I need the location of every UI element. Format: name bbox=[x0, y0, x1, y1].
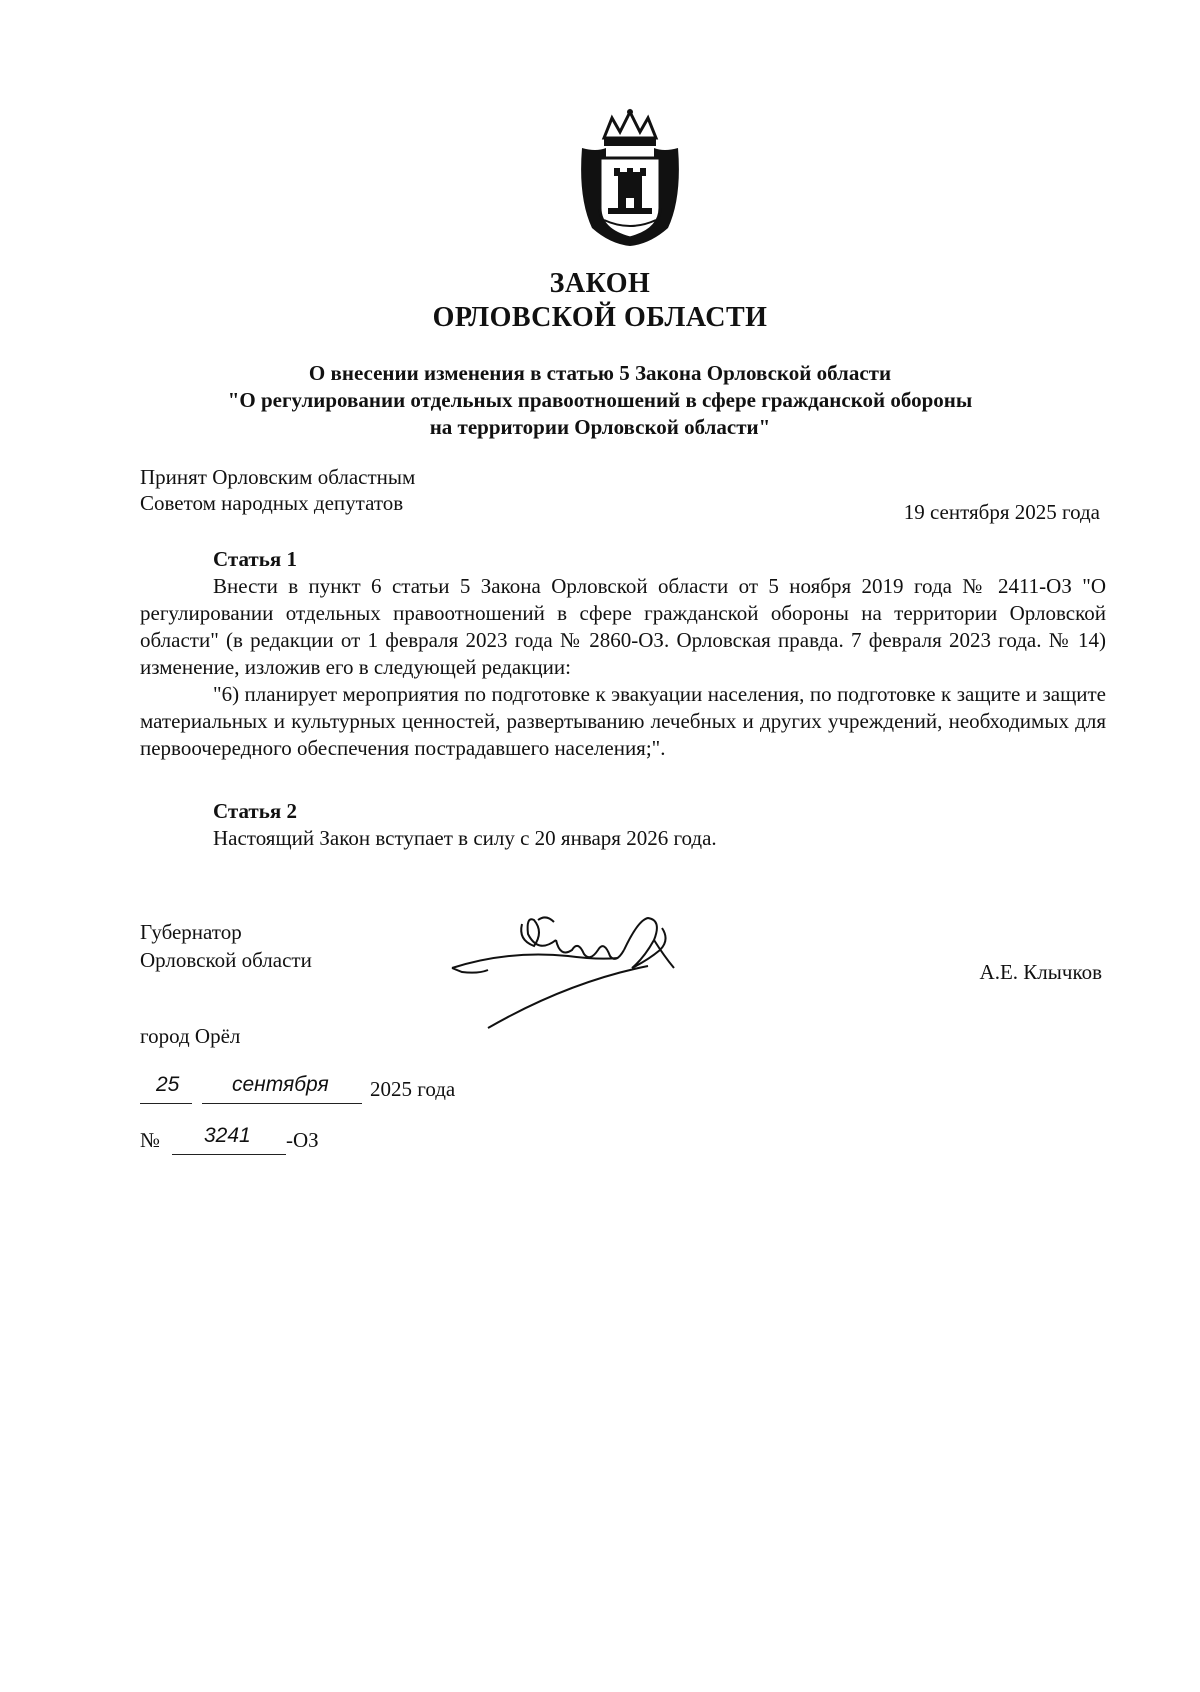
handwritten-signature-icon bbox=[448, 910, 688, 1035]
document-title-line1: ЗАКОН bbox=[549, 268, 651, 299]
position-line2: Орловской области bbox=[140, 948, 312, 972]
article2-heading: Статья 2 bbox=[213, 799, 297, 823]
day-underline bbox=[140, 1103, 192, 1104]
article1-heading: Статья 1 bbox=[213, 547, 297, 571]
number-suffix: -ОЗ bbox=[286, 1128, 319, 1152]
subtitle-line3: на территории Орловской области" bbox=[429, 415, 771, 439]
document-title-line2: ОРЛОВСКОЙ ОБЛАСТИ bbox=[432, 302, 768, 333]
article2-para1: Настоящий Закон вступает в силу с 20 января 2026 года. bbox=[213, 826, 717, 850]
coat-of-arms-icon bbox=[574, 108, 686, 248]
number-underline bbox=[172, 1154, 286, 1155]
adoption-body bbox=[140, 464, 415, 516]
adoption-date: 19 сентября 2025 года bbox=[903, 500, 1100, 524]
article2-body bbox=[140, 825, 1106, 852]
signing-month: сентября bbox=[232, 1073, 329, 1096]
signing-city: город Орёл bbox=[140, 1024, 241, 1048]
adoption-line1: Принят Орловским областным bbox=[140, 465, 416, 489]
law-number-value: 3241 bbox=[204, 1124, 251, 1147]
month-underline bbox=[202, 1103, 362, 1104]
article1-body bbox=[140, 573, 1106, 762]
document-subtitle bbox=[0, 360, 1200, 441]
signing-year: 2025 года bbox=[370, 1077, 456, 1101]
signatory-position bbox=[140, 918, 312, 974]
signatory-name: А.Е. Клычков bbox=[979, 960, 1102, 984]
subtitle-line2: "О регулировании отдельных правоотношений в сфере гражданской обороны bbox=[227, 388, 973, 412]
article1-para2: "6) планирует мероприятия по подготовке к эвакуации населения, по подготовке к защите и защите материальных и культурных ценностей, развертыванию лечебных и других учреждений, необходимых для первоочередного обеспечения пострадавшего населения;". bbox=[140, 682, 1106, 760]
position-line1: Губернатор bbox=[140, 920, 242, 944]
signing-day: 25 bbox=[156, 1073, 180, 1096]
number-prefix: № bbox=[140, 1128, 161, 1152]
article1-para1: Внести в пункт 6 статьи 5 Закона Орловской области от 5 ноября 2019 года № 2411-ОЗ "О регулировании отдельных правоотношений в сфере гражданской обороны на территории Орловской области" (в редакции от 1 февраля 2023 года № 2860-ОЗ. Орловская правда. 7 февраля 2023 года. № 14) изменение, изложив его в следующей редакции: bbox=[140, 574, 1106, 679]
subtitle-line1: О внесении изменения в статью 5 Закона Орловской области bbox=[308, 361, 892, 385]
adoption-line2: Советом народных депутатов bbox=[140, 491, 404, 515]
